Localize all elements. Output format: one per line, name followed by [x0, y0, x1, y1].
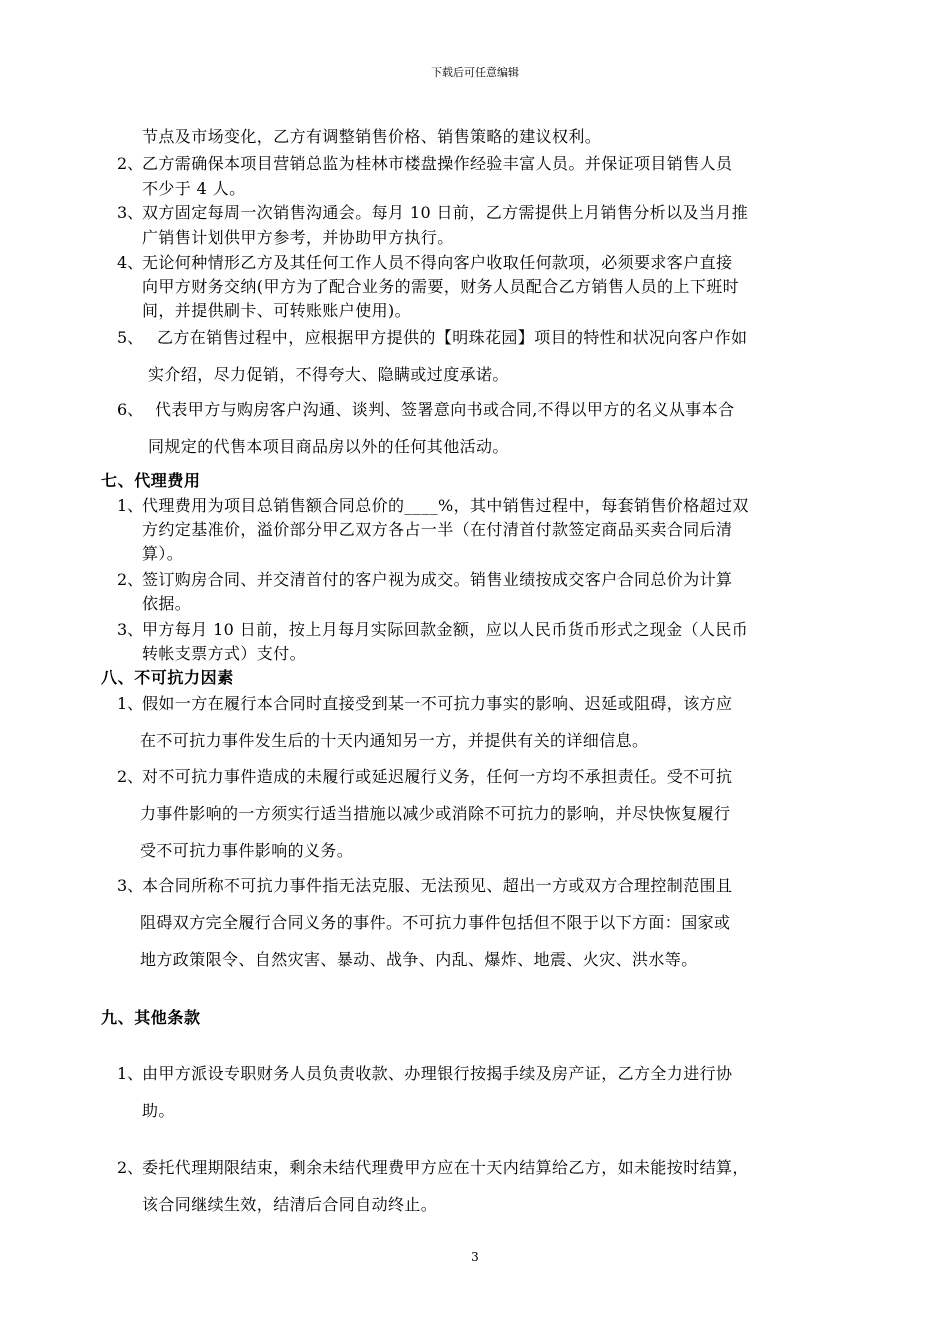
text-line: 力事件影响的一方须实行适当措施以减少或消除不可抗力的影响，并尽快恢复履行: [140, 804, 731, 823]
text-line: 本合同所称不可抗力事件指无法克服、无法预见、超出一方或双方合理控制范围且: [142, 876, 733, 895]
section-heading: 八、不可抗力因素: [101, 668, 234, 687]
text-line: 代表甲方与购房客户沟通、谈判、签署意向书或合同,不得以甲方的名义从事本合: [155, 400, 735, 419]
item-number: 2、: [117, 1158, 144, 1177]
item-number: 6、: [117, 400, 144, 419]
text-line: 乙方在销售过程中，应根据甲方提供的【明珠花园】项目的特性和状况向客户作如: [157, 328, 748, 347]
text-line: 地方政策限令、自然灾害、暴动、战争、内乱、爆炸、地震、火灾、洪水等。: [140, 950, 698, 969]
section-heading: 九、其他条款: [101, 1008, 201, 1027]
item-number: 1、: [117, 1064, 144, 1083]
text-line: 方约定基准价，溢价部分甲乙双方各占一半（在付清首付款签定商品买卖合同后清: [142, 520, 733, 539]
section-heading: 七、代理费用: [101, 471, 201, 490]
page-number: 3: [471, 1250, 479, 1264]
item-number: 3、: [117, 203, 144, 222]
text-line: 假如一方在履行本合同时直接受到某一不可抗力事实的影响、迟延或阻碍，该方应: [142, 694, 733, 713]
text-line: 签订购房合同、并交清首付的客户视为成交。销售业绩按成交客户合同总价为计算: [142, 570, 733, 589]
text-line: 助。: [142, 1101, 175, 1120]
text-line: 委托代理期限结束，剩余未结代理费甲方应在十天内结算给乙方，如未能按时结算，: [142, 1158, 749, 1177]
text-line: 由甲方派设专职财务人员负责收款、办理银行按揭手续及房产证，乙方全力进行协: [142, 1064, 733, 1083]
text-line: 实介绍，尽力促销，不得夸大、隐瞒或过度承诺。: [148, 365, 509, 384]
text-line: 乙方需确保本项目营销总监为桂林市楼盘操作经验丰富人员。并保证项目销售人员: [142, 154, 733, 173]
text-line: 向甲方财务交纳(甲方为了配合业务的需要，财务人员配合乙方销售人员的上下班时: [142, 277, 740, 296]
text-line: 该合同继续生效，结清后合同自动终止。: [142, 1195, 438, 1214]
text-line: 转帐支票方式）支付。: [142, 644, 307, 663]
item-number: 2、: [117, 154, 144, 173]
text-line: 甲方每月 10 日前，按上月每月实际回款金额，应以人民币货币形式之现金（人民币: [142, 620, 749, 639]
item-number: 3、: [117, 620, 144, 639]
text-line: 受不可抗力事件影响的义务。: [140, 841, 354, 860]
item-number: 5、: [117, 328, 144, 347]
text-line: 算）。: [142, 544, 184, 563]
text-line: 节点及市场变化，乙方有调整销售价格、销售策略的建议权利。: [142, 127, 602, 146]
page-header: 下载后可任意编辑: [431, 66, 519, 79]
text-line: 代理费用为项目总销售额合同总价的____%，其中销售过程中，每套销售价格超过双: [142, 496, 749, 515]
item-number: 1、: [117, 694, 144, 713]
text-line: 对不可抗力事件造成的未履行或延迟履行义务，任何一方均不承担责任。受不可抗: [142, 767, 733, 786]
item-number: 2、: [117, 767, 144, 786]
item-number: 4、: [117, 253, 144, 272]
item-number: 2、: [117, 570, 144, 589]
item-number: 3、: [117, 876, 144, 895]
text-line: 广销售计划供甲方参考，并协助甲方执行。: [142, 228, 454, 247]
text-line: 阻碍双方完全履行合同义务的事件。不可抗力事件包括但不限于以下方面：国家或: [140, 913, 731, 932]
text-line: 无论何种情形乙方及其任何工作人员不得向客户收取任何款项，必须要求客户直接: [142, 253, 733, 272]
item-number: 1、: [117, 496, 144, 515]
text-line: 间，并提供刷卡、可转账账户使用)。: [142, 301, 412, 320]
text-line: 在不可抗力事件发生后的十天内通知另一方，并提供有关的详细信息。: [140, 731, 649, 750]
text-line: 双方固定每周一次销售沟通会。每月 10 日前，乙方需提供上月销售分析以及当月推: [142, 203, 749, 222]
text-line: 依据。: [142, 594, 192, 613]
text-line: 不少于 4 人。: [142, 179, 246, 198]
text-line: 同规定的代售本项目商品房以外的任何其他活动。: [148, 437, 509, 456]
